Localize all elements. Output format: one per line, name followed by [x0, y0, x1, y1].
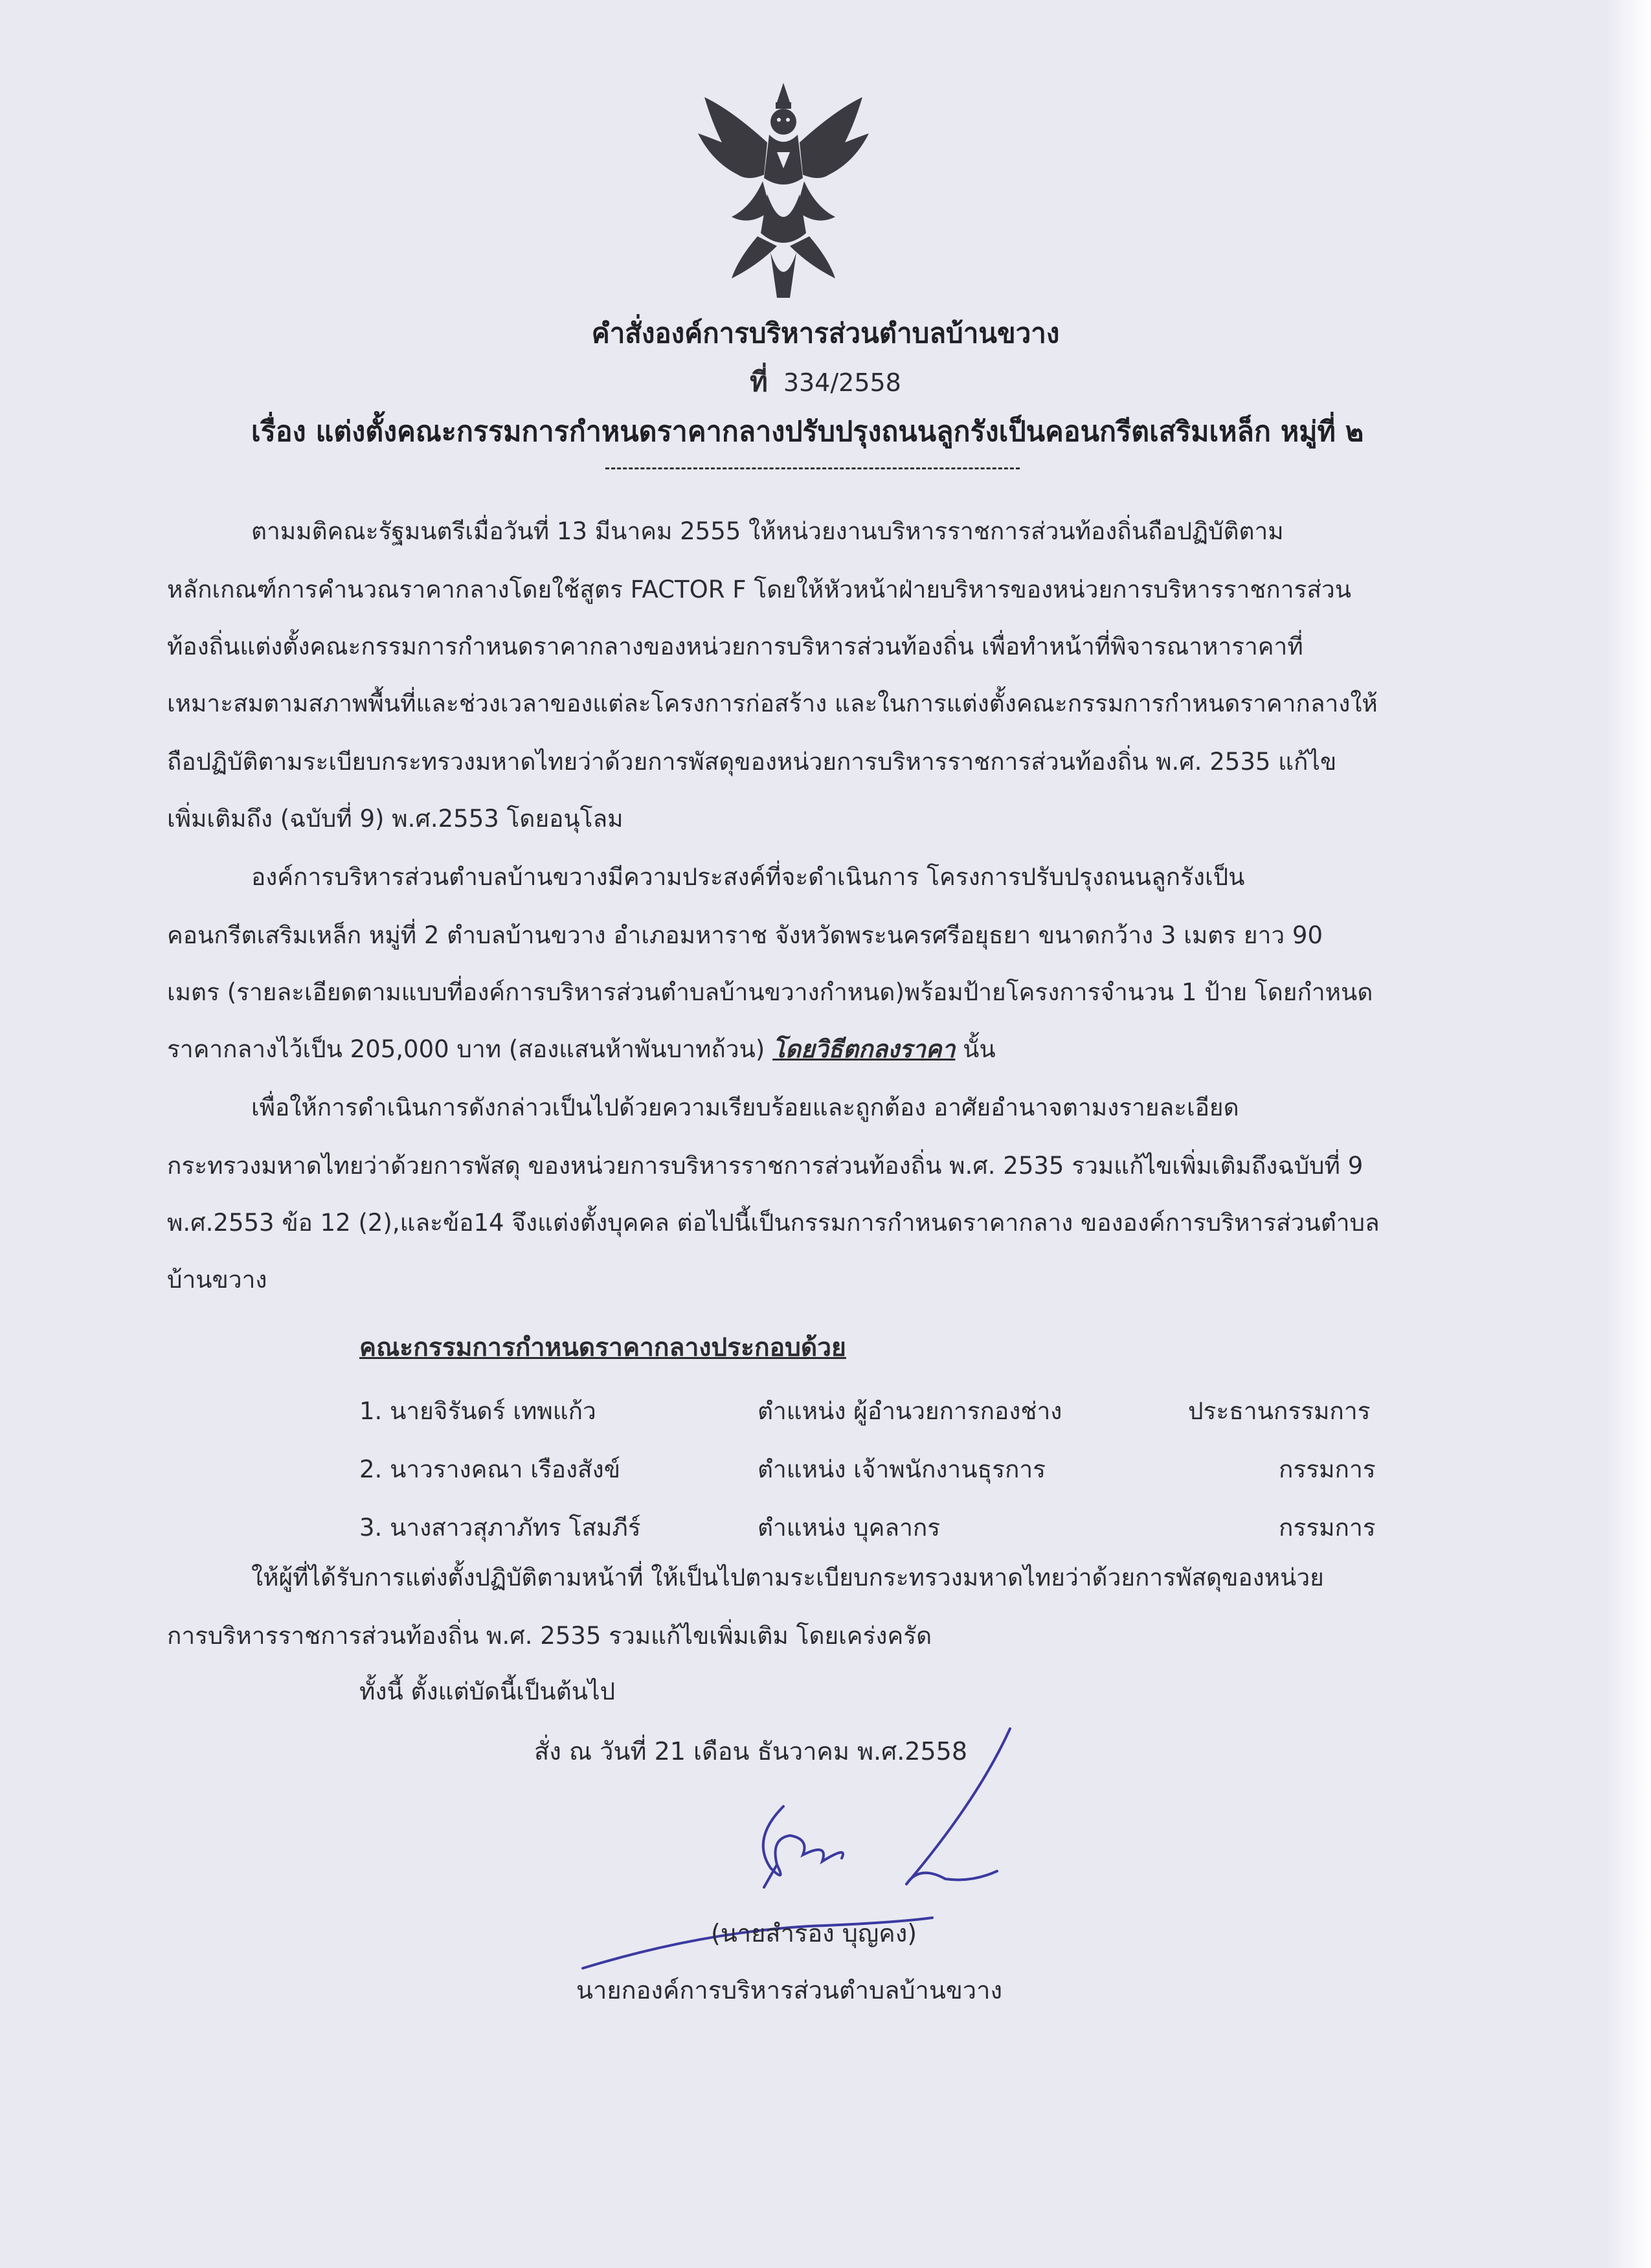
paragraph3-line: พ.ศ.2553 ข้อ 12 (2),และข้อ14 จึงแต่งตั้งบุคคล ต่อไปนี้เป็นกรรมการกำหนดราคากลาง ขององค์การบริหารส่วนตำบล	[167, 1209, 1380, 1237]
order-number-line	[0, 361, 1651, 403]
member-position: ตำแหน่ง เจ้าพนักงานธุรการ	[758, 1455, 1046, 1483]
divider	[605, 467, 1020, 469]
paragraph1-line: หลักเกณฑ์การคำนวณราคากลางโดยใช้สูตร FACTOR F โดยให้หัวหน้าฝ่ายบริหารของหน่วยการบริหารราชการส่วน	[167, 576, 1352, 603]
effective-line: ทั้งนี้ ตั้งแต่บัดนี้เป็นต้นไป	[359, 1678, 616, 1705]
member-name: 2. นาวรางคณา เรืองสังข์	[359, 1455, 620, 1483]
paragraph3-line: กระทรวงมหาดไทยว่าด้วยการพัสดุ ของหน่วยการบริหารราชการส่วนท้องถิ่น พ.ศ. 2535 รวมแก้ไขเพิ่มเติมถึงฉบับที่ 9	[167, 1152, 1364, 1180]
member-role: กรรมการ	[1279, 1514, 1376, 1542]
member-role: ประธานกรรมการ	[1188, 1397, 1371, 1425]
paragraph1-line: เพิ่มเติมถึง (ฉบับที่ 9) พ.ศ.2553 โดยอนุโลม	[167, 805, 623, 833]
paragraph4-line: การบริหารราชการส่วนท้องถิ่น พ.ศ. 2535 รวมแก้ไขเพิ่มเติม โดยเคร่งครัด	[167, 1622, 932, 1650]
paragraph1-line: ท้องถิ่นแต่งตั้งคณะกรรมการกำหนดราคากลางของหน่วยการบริหารส่วนท้องถิ่น เพื่อทำหน้าที่พิจารณาหาราคาที่	[167, 633, 1303, 660]
order-date: สั่ง ณ วันที่ 21 เดือน ธันวาคม พ.ศ.2558	[534, 1737, 968, 1766]
member-position: ตำแหน่ง ผู้อำนวยการกองช่าง	[758, 1397, 1062, 1425]
order-title: คำสั่งองค์การบริหารส่วนตำบลบ้านขวาง	[591, 317, 1060, 349]
paragraph2-line: องค์การบริหารส่วนตำบลบ้านขวางมีความประสงค์ที่จะดำเนินการ โครงการปรับปรุงถนนลูกรังเป็น	[251, 863, 1245, 891]
paragraph1-line: เหมาะสมตามสภาพพื้นที่และช่วงเวลาของแต่ละโครงการก่อสร้าง และในการแต่งตั้งคณะกรรมการกำหนดราคากลางให้	[167, 690, 1378, 717]
paragraph2-end: นั้น	[955, 1035, 996, 1063]
garuda-emblem-icon	[686, 71, 881, 311]
paragraph3-line: เพื่อให้การดำเนินการดังกล่าวเป็นไปด้วยความเรียบร้อยและถูกต้อง อาศัยอำนาจตามงรายละเอียด	[251, 1094, 1239, 1121]
signer-name: (นายสำรอง บุญคง)	[711, 1919, 917, 1948]
paragraph2-line: เมตร (รายละเอียดตามแบบที่องค์การบริหารส่วนตำบลบ้านขวางกำหนด)พร้อมป้ายโครงการจำนวน 1 ป้าย โดยกำหนด	[167, 978, 1373, 1006]
member-role: กรรมการ	[1279, 1455, 1376, 1483]
paragraph2-line: คอนกรีตเสริมเหล็ก หมู่ที่ 2 ตำบลบ้านขวาง อำเภอมหาราช จังหวัดพระนครศรีอยุธยา ขนาดกว้าง 3 เมตร ยาว 90	[167, 921, 1323, 949]
paragraph2-line-last	[167, 1037, 996, 1061]
order-number: 334/2558	[783, 368, 901, 397]
paragraph3-line: บ้านขวาง	[167, 1266, 267, 1294]
committee-heading: คณะกรรมการกำหนดราคากลางประกอบด้วย	[359, 1333, 846, 1362]
paragraph1-line: ตามมติคณะรัฐมนตรีเมื่อวันที่ 13 มีนาคม 2555 ให้หน่วยงานบริหารราชการส่วนท้องถิ่นถือปฏิบัติตาม	[251, 517, 1284, 545]
member-name: 3. นางสาวสุภาภัทร โสมภีร์	[359, 1514, 641, 1542]
subject-line: เรื่อง แต่งตั้งคณะกรรมการกำหนดราคากลางปรับปรุงถนนลูกรังเป็นคอนกรีตเสริมเหล็ก หมู่ที่ ๒	[251, 416, 1364, 448]
member-name: 1. นายจิรันดร์ เทพแก้ว	[359, 1397, 596, 1425]
paragraph4-line: ให้ผู้ที่ได้รับการแต่งตั้งปฏิบัติตามหน้าที่ ให้เป็นไปตามระเบียบกระทรวงมหาดไทยว่าด้วยการพัสดุของหน่วย	[251, 1564, 1324, 1591]
reference-price-text: ราคากลางไว้เป็น 205,000 บาท (สองแสนห้าพันบาทถ้วน)	[167, 1035, 773, 1063]
paragraph1-line: ถือปฏิบัติตามระเบียบกระทรวงมหาดไทยว่าด้วยการพัสดุของหน่วยการบริหารราชการส่วนท้องถิ่น พ.ศ. 2535 แก้ไข	[167, 748, 1337, 776]
order-number-label: ที่	[750, 366, 768, 398]
signer-title: นายกองค์การบริหารส่วนตำบลบ้านขวาง	[576, 1976, 1003, 2004]
member-position: ตำแหน่ง บุคลากร	[758, 1514, 941, 1542]
procurement-method: โดยวิธีตกลงราคา	[772, 1035, 956, 1063]
